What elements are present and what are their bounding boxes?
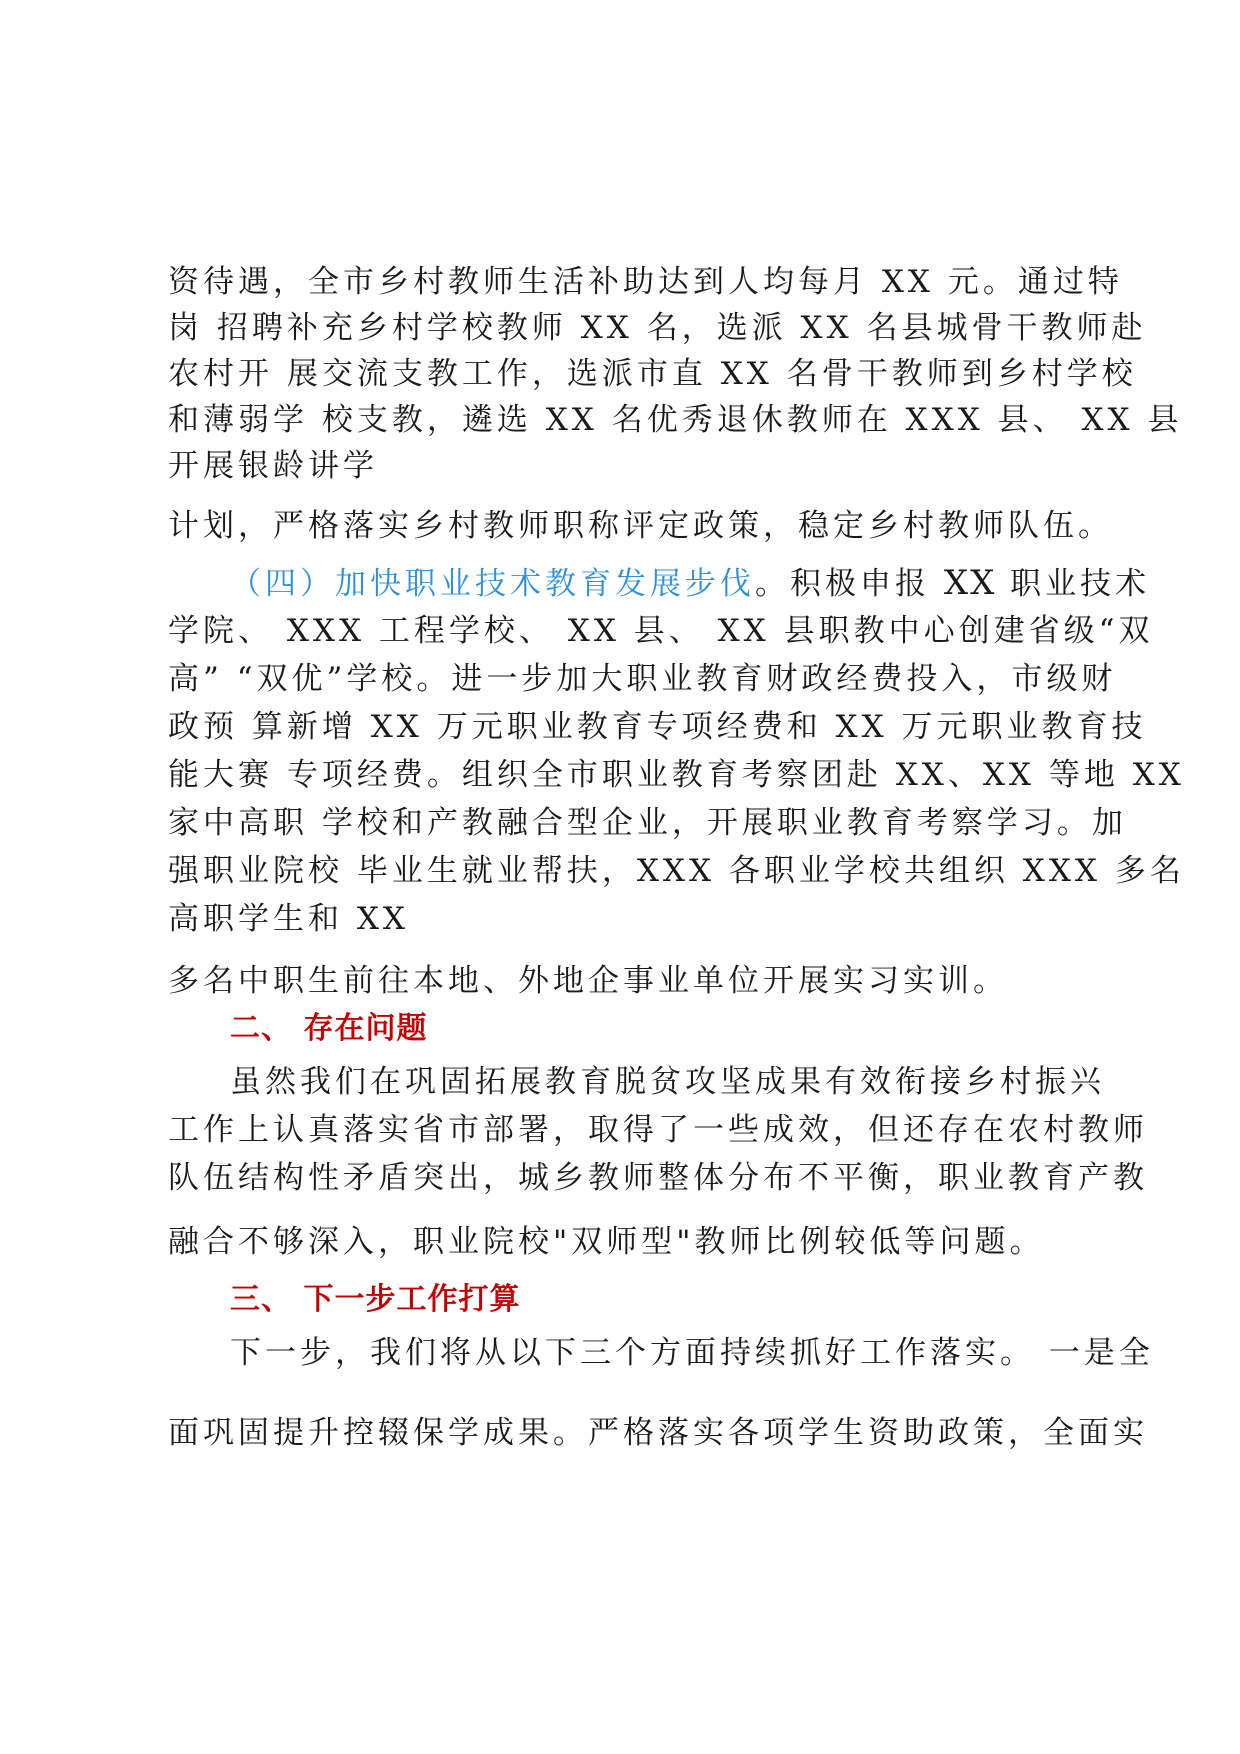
body-text-line: 学院、 XXX 工程学校、 XX 县、 XX 县职教中心创建省级“双: [168, 613, 1154, 649]
body-text-line: 计划，严格落实乡村教师职称评定政策，稳定乡村教师队伍。: [168, 508, 1113, 544]
body-text-line: 融合不够深入，职业院校"双师型"教师比例较低等问题。: [168, 1224, 1045, 1260]
section-heading: 二、 存在问题: [230, 1011, 428, 1046]
body-text-line: 农村开 展交流支教工作，选派市直 XX 名骨干教师到乡村学校: [168, 356, 1137, 392]
body-text-line: 队伍结构性矛盾突出，城乡教师整体分布不平衡，职业教育产教: [168, 1160, 1148, 1196]
body-text-line: 高职学生和 XX: [168, 901, 409, 937]
body-text-line: 和薄弱学 校支教，遴选 XX 名优秀退休教师在 XXX 县、 XX 县: [168, 402, 1183, 438]
body-text-line: 面巩固提升控辍保学成果。严格落实各项学生资助政策，全面实: [168, 1415, 1148, 1451]
body-text-line: 岗 招聘补充乡村学校教师 XX 名，选派 XX 名县城骨干教师赴: [168, 310, 1147, 346]
section-heading: 三、 下一步工作打算: [230, 1282, 521, 1317]
subsection-first-line: [230, 563, 1150, 604]
body-text-line: 政预 算新增 XX 万元职业教育专项经费和 XX 万元职业教育技: [168, 709, 1147, 745]
body-text-line: 资待遇，全市乡村教师生活补助达到人均每月 XX 元。通过特: [168, 264, 1123, 300]
body-text-line: 强职业院校 毕业生就业帮扶，XXX 各职业学校共组织 XXX 多名: [168, 853, 1185, 889]
body-text-line: 工作上认真落实省市部署，取得了一些成效，但还存在农村教师: [168, 1112, 1148, 1148]
body-text-fragment: 职业技术: [996, 566, 1151, 602]
body-text-fragment: XX: [943, 563, 997, 603]
body-text-fragment: 。积极申报: [755, 566, 944, 602]
body-text-line: 家中高职 学校和产教融合型企业，开展职业教育考察学习。加: [168, 805, 1127, 841]
subsection-heading: （四）加快职业技术教育发展步伐: [230, 566, 755, 602]
body-text-line: 能大赛 专项经费。组织全市职业教育考察团赴 XX、XX 等地 XX: [168, 757, 1185, 793]
body-text-line: 高” “双优”学校。进一步加大职业教育财政经费投入，市级财: [168, 661, 1117, 697]
body-text-line: 多名中职生前往本地、外地企事业单位开展实习实训。: [168, 963, 1008, 999]
body-text-line: 虽然我们在巩固拓展教育脱贫攻坚成果有效衔接乡村振兴: [230, 1064, 1105, 1100]
body-text-line: 下一步，我们将从以下三个方面持续抓好工作落实。 一是全: [230, 1335, 1154, 1371]
body-text-line: 开展银龄讲学: [168, 448, 378, 484]
